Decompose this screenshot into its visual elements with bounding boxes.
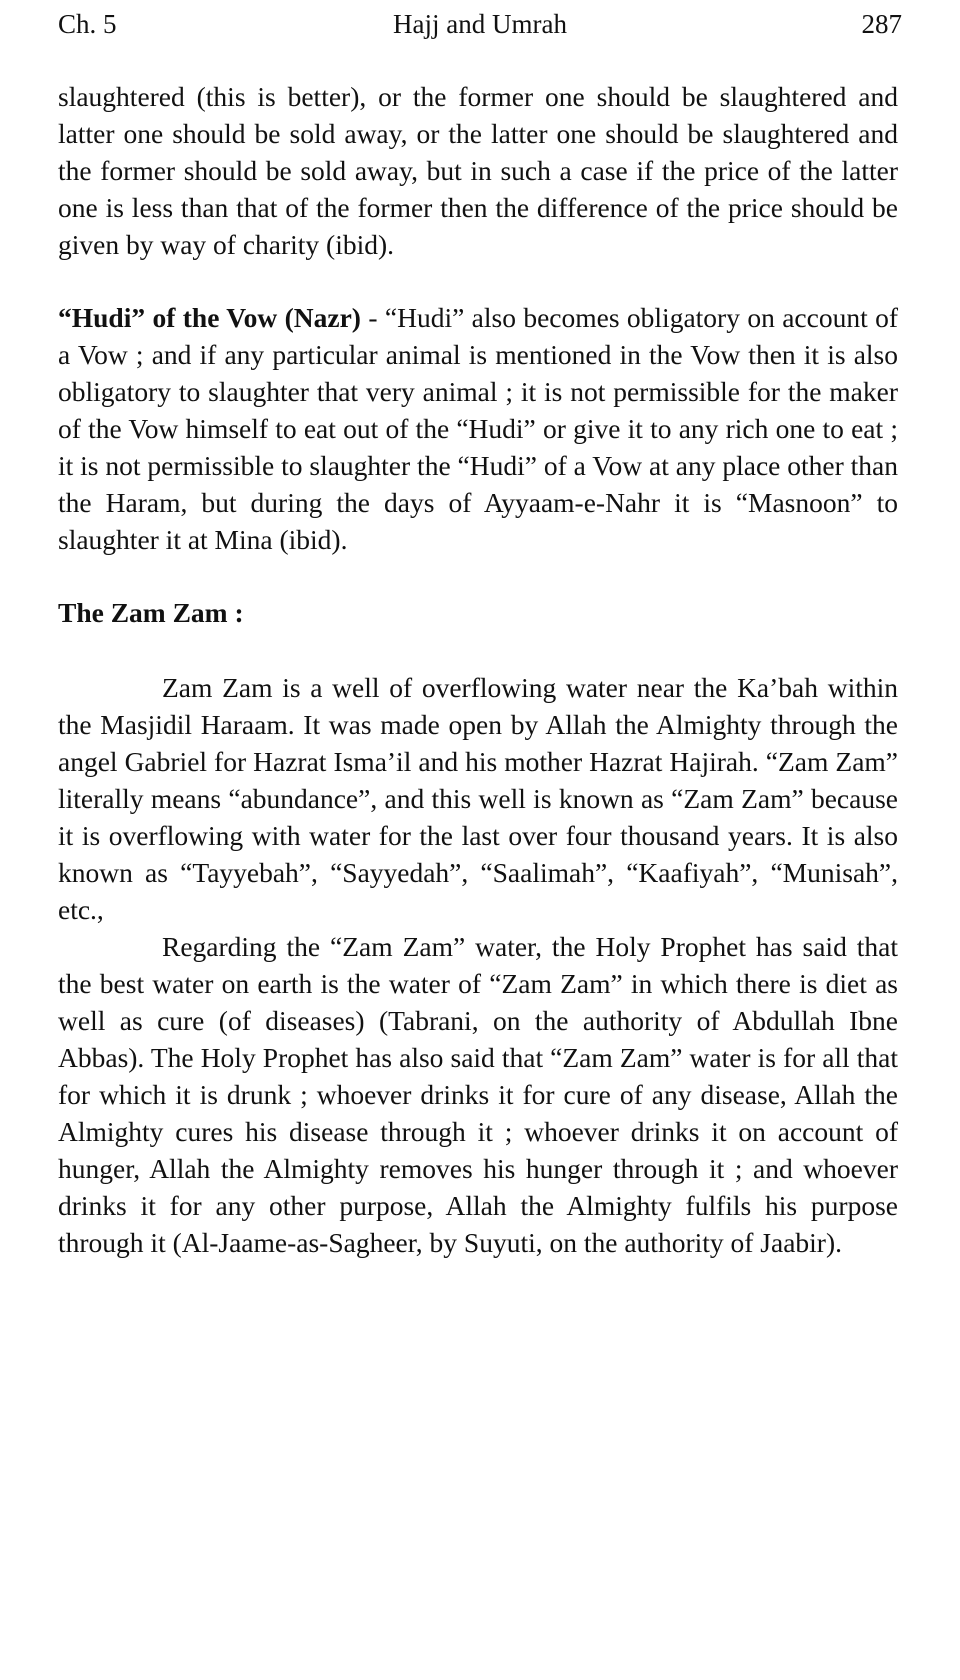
paragraph-zam-zam-intro: Zam Zam is a well of overflowing water near the Ka’bah within the Masjidil Haraam. It was made open by Allah the Almighty through the angel Gabriel for Hazrat Isma’il and his mother Hazrat Hajirah. “Zam Zam” literally means “abundance”, and this well is known as “Zam Zam” because it is overflowing with water for the last over four thousand years. It is also known as “Tayyebah”, “Sayyedah”, “Saalimah”, “Kaafiyah”, “Munisah”, etc.,: [58, 672, 898, 925]
paragraph-zam-zam-water: Regarding the “Zam Zam” water, the Holy Prophet has said that the best water on earth is the water of “Zam Zam” in which there is diet as well as cure (of diseases) (Tabrani, on the authority of Abdullah Ibne Abbas). The Holy Prophet has also said that “Zam Zam” water is for all that for which it is drunk ; whoever drinks it for cure of any disease, Allah the Almighty cures his disease through it ; whoever drinks it on account of hunger, Allah the Almighty removes his hunger through it ; and whoever drinks it for any other purpose, Allah the Almighty fulfils his purpose through it (Al-Jaame-as-Sagheer, by Suyuti, on the authority of Jaabir).: [58, 931, 898, 1258]
page-number: 287: [861, 9, 902, 39]
running-title: Hajj and Umrah: [393, 9, 567, 39]
paragraph-lead-term: “Hudi” of the Vow (Nazr): [58, 302, 361, 333]
paragraph-hudi-vow: [58, 299, 898, 558]
running-header: [58, 6, 902, 42]
section-heading: The Zam Zam :: [58, 597, 244, 628]
body-text: [58, 78, 898, 1261]
paragraph-continued: slaughtered (this is better), or the former one should be slaughtered and latter one should be sold away, or the latter one should be slaughtered and the former should be sold away, but in such a case if the price of the latter one is less than that of the former then the difference of the price should be given by way of charity (ibid).: [58, 81, 898, 260]
chapter-label: Ch. 5: [58, 9, 117, 39]
paragraph-hudi-vow-text: - “Hudi” also becomes obligatory on account of a Vow ; and if any particular animal is mentioned in the Vow then it is also obligatory to slaughter that very animal ; it is not permissible for the maker of the Vow himself to eat out of the “Hudi” or give it to any rich one to eat ; it is not permissible to slaughter the “Hudi” of a Vow at any place other than the Haram, but during the days of Ayyaam-e-Nahr it is “Masnoon” to slaughter it at Mina (ibid).: [58, 302, 898, 555]
